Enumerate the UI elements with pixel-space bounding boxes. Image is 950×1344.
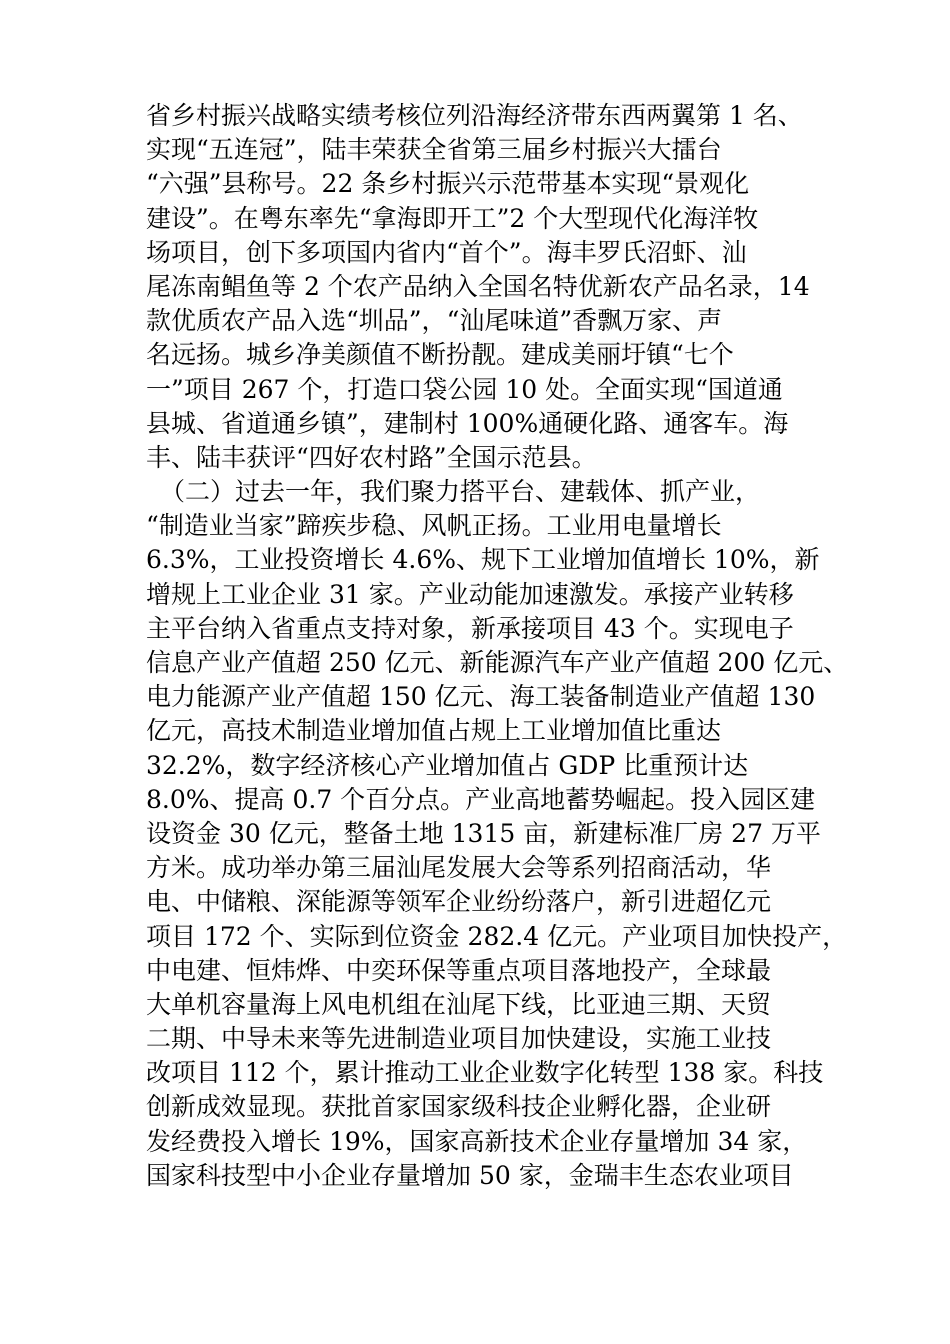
text-line-9: 一”项目 267 个，打造口袋公园 10 处。全面实现“国道通 (146, 374, 783, 404)
text-line-15: 增规上工业企业 31 家。产业动能加速激发。承接产业转移 (146, 579, 794, 609)
text-line-1: 省乡村振兴战略实绩考核位列沿海经济带东西两翼第 1 名、 (146, 101, 803, 130)
text-line-8: 名远扬。城乡净美颜值不断扮靓。建成美丽圩镇“七个 (146, 340, 734, 370)
text-line-11: 丰、陆丰获评“四好农村路”全国示范县。 (146, 442, 597, 472)
text-line-23: 方米。成功举办第三届汕尾发展大会等系列招商活动，华 (146, 853, 772, 883)
text-line-6: 尾冻南鲳鱼等 2 个农产品纳入全国名特优新农产品名录，14 (146, 271, 810, 301)
text-line-28: 二期、中导未来等先进制造业项目加快建设，实施工业技 (146, 1024, 772, 1054)
text-line-13: “制造业当家”蹄疾步稳、风帆正扬。工业用电量增长 (146, 511, 722, 541)
text-line-5: 场项目，创下多项国内省内“首个”。海丰罗氏沼虾、汕 (146, 237, 747, 267)
text-line-30: 创新成效显现。获批首家国家级科技企业孵化器，企业研 (146, 1092, 772, 1122)
text-line-4: 建设”。在粤东率先“拿海即开工”2 个大型现代化海洋牧 (146, 203, 759, 233)
text-line-22: 设资金 30 亿元，整备土地 1315 亩，新建标准厂房 27 万平 (146, 818, 821, 848)
text-line-20: 32.2%，数字经济核心产业增加值占 GDP 比重预计达 (146, 750, 749, 780)
text-line-29: 改项目 112 个，累计推动工业企业数字化转型 138 家。科技 (146, 1058, 824, 1088)
section-heading-line: （二）过去一年，我们聚力搭平台、建载体、抓产业， (160, 477, 761, 507)
text-line-31: 发经费投入增长 19%，国家高新技术企业存量增加 34 家， (146, 1126, 808, 1156)
body-text (146, 99, 849, 1193)
text-line-21: 8.0%、提高 0.7 个百分点。产业高地蓄势崛起。投入园区建 (146, 784, 816, 814)
text-line-18: 电力能源产业产值超 150 亿元、海工装备制造业产值超 130 (146, 682, 816, 712)
text-line-14: 6.3%，工业投资增长 4.6%、规下工业增加值增长 10%，新 (146, 545, 820, 575)
text-line-26: 中电建、恒炜烨、中奕环保等重点项目落地投产，全球最 (146, 955, 772, 985)
text-line-2: 实现“五连冠”，陆丰荣获全省第三届乡村振兴大擂台 (146, 135, 722, 165)
text-line-27: 大单机容量海上风电机组在汕尾下线，比亚迪三期、天贸 (146, 989, 772, 1019)
text-line-17: 信息产业产值超 250 亿元、新能源汽车产业产值超 200 亿元、 (146, 648, 849, 677)
text-line-10: 县城、省道通乡镇”，建制村 100%通硬化路、通客车。海 (146, 408, 789, 438)
text-line-7: 款优质农产品入选“圳品”，“汕尾味道”香飘万家、声 (146, 306, 723, 336)
text-line-24: 电、中储粮、深能源等领军企业纷纷落户，新引进超亿元 (146, 887, 772, 917)
text-line-3: “六强”县称号。22 条乡村振兴示范带基本实现“景观化 (146, 169, 750, 199)
text-line-32: 国家科技型中小企业存量增加 50 家，金瑞丰生态农业项目 (146, 1160, 794, 1190)
text-line-25: 项目 172 个、实际到位资金 282.4 亿元。产业项目加快投产， (146, 921, 848, 951)
text-line-19: 亿元，高技术制造业增加值占规上工业增加值比重达 (146, 716, 722, 746)
text-line-16: 主平台纳入省重点支持对象，新承接项目 43 个。实现电子 (146, 613, 794, 643)
